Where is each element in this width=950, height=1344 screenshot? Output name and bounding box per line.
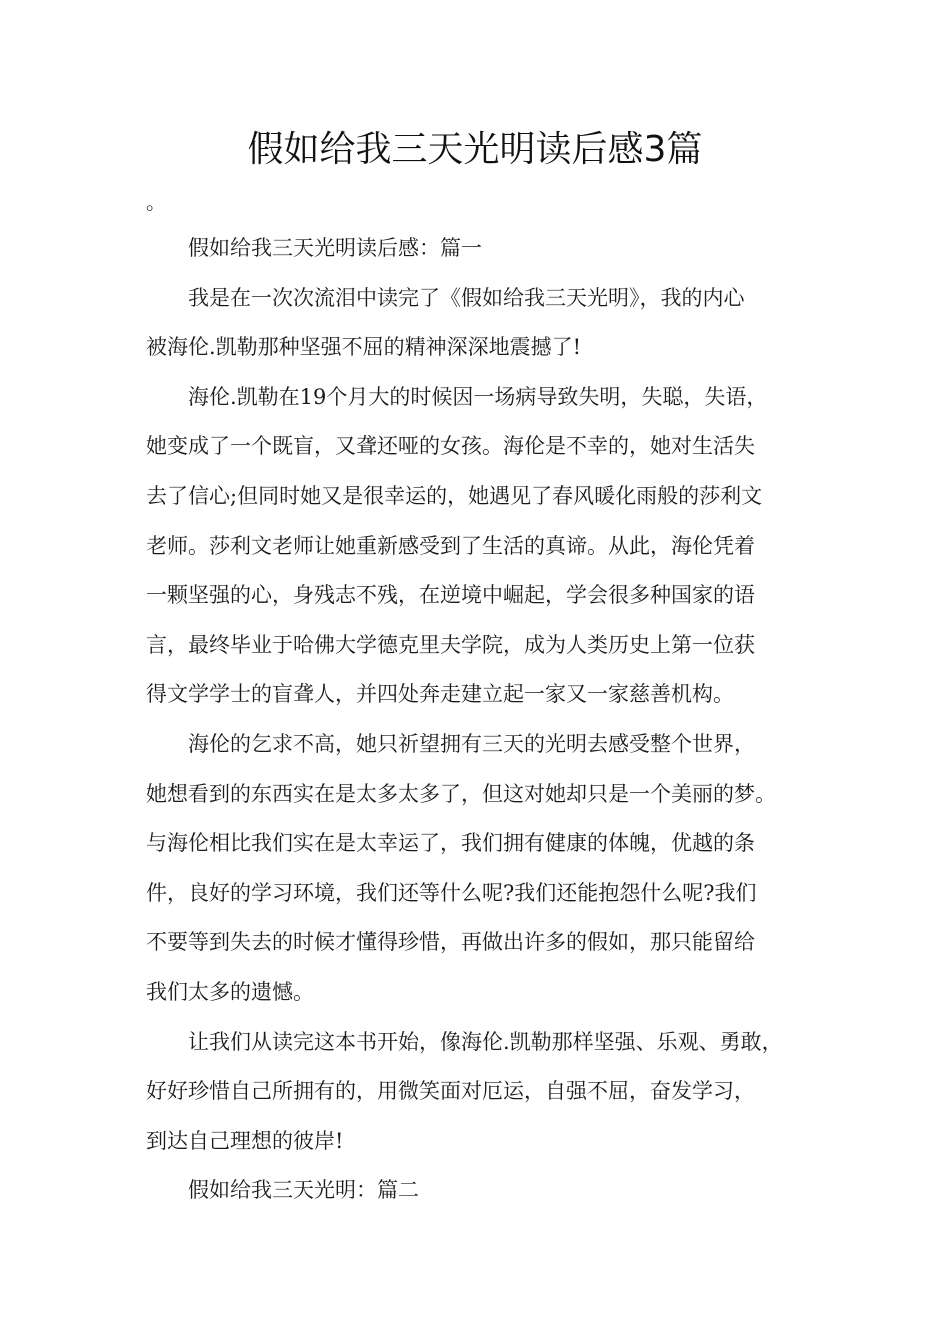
paragraph-line: 假如给我三天光明读后感：篇一 bbox=[188, 236, 482, 260]
paragraph-line: 海伦.凯勒在19个月大的时候因一场病导致失明，失聪，失语， bbox=[188, 384, 768, 409]
paragraph-line: 得文学学士的盲聋人，并四处奔走建立起一家又一家慈善机构。 bbox=[146, 682, 734, 707]
document-title: 假如给我三天光明读后感3篇 bbox=[247, 129, 703, 170]
paragraph-line: 她变成了一个既盲，又聋还哑的女孩。海伦是不幸的，她对生活失 bbox=[146, 434, 755, 459]
paragraph-line: 言，最终毕业于哈佛大学德克里夫学院，成为人类历史上第一位获 bbox=[146, 632, 755, 657]
document-body bbox=[146, 224, 826, 1216]
paragraph bbox=[146, 224, 826, 274]
paragraph-line: 被海伦.凯勒那种坚强不屈的精神深深地震撼了! bbox=[146, 335, 582, 360]
paragraph-line: 假如给我三天光明：篇二 bbox=[188, 1178, 419, 1203]
paragraph bbox=[146, 373, 826, 720]
paragraph-line: 我是在一次次流泪中读完了《假如给我三天光明》，我的内心 bbox=[188, 285, 745, 310]
paragraph-line: 好好珍惜自己所拥有的，用微笑面对厄运，自强不屈，奋发学习， bbox=[146, 1079, 755, 1104]
paragraph bbox=[146, 1018, 826, 1167]
paragraph-line: 让我们从读完这本书开始，像海伦.凯勒那样坚强、乐观、勇敢， bbox=[188, 1029, 783, 1054]
leading-punctuation: 。 bbox=[146, 190, 166, 214]
paragraph-line: 去了信心;但同时她又是很幸运的，她遇见了春风暖化雨般的莎利文 bbox=[146, 483, 763, 508]
paragraph-line: 我们太多的遗憾。 bbox=[146, 979, 314, 1004]
paragraph-line: 不要等到失去的时候才懂得珍惜，再做出许多的假如，那只能留给 bbox=[146, 930, 755, 955]
paragraph-line: 海伦的乞求不高，她只祈望拥有三天的光明去感受整个世界， bbox=[188, 731, 755, 756]
paragraph-line: 老师。莎利文老师让她重新感受到了生活的真谛。从此，海伦凭着 bbox=[146, 533, 755, 558]
paragraph-line: 一颗坚强的心，身残志不残，在逆境中崛起，学会很多种国家的语 bbox=[146, 583, 755, 608]
paragraph-line: 件，良好的学习环境，我们还等什么呢?我们还能抱怨什么呢?我们 bbox=[146, 880, 757, 905]
paragraph bbox=[146, 274, 826, 373]
paragraph-line: 她想看到的东西实在是太多太多了，但这对她却只是一个美丽的梦。 bbox=[146, 781, 776, 806]
paragraph-line: 到达自己理想的彼岸! bbox=[146, 1128, 344, 1153]
paragraph-line: 与海伦相比我们实在是太幸运了，我们拥有健康的体魄，优越的条 bbox=[146, 831, 755, 856]
paragraph bbox=[146, 720, 826, 1018]
paragraph bbox=[146, 1166, 826, 1216]
